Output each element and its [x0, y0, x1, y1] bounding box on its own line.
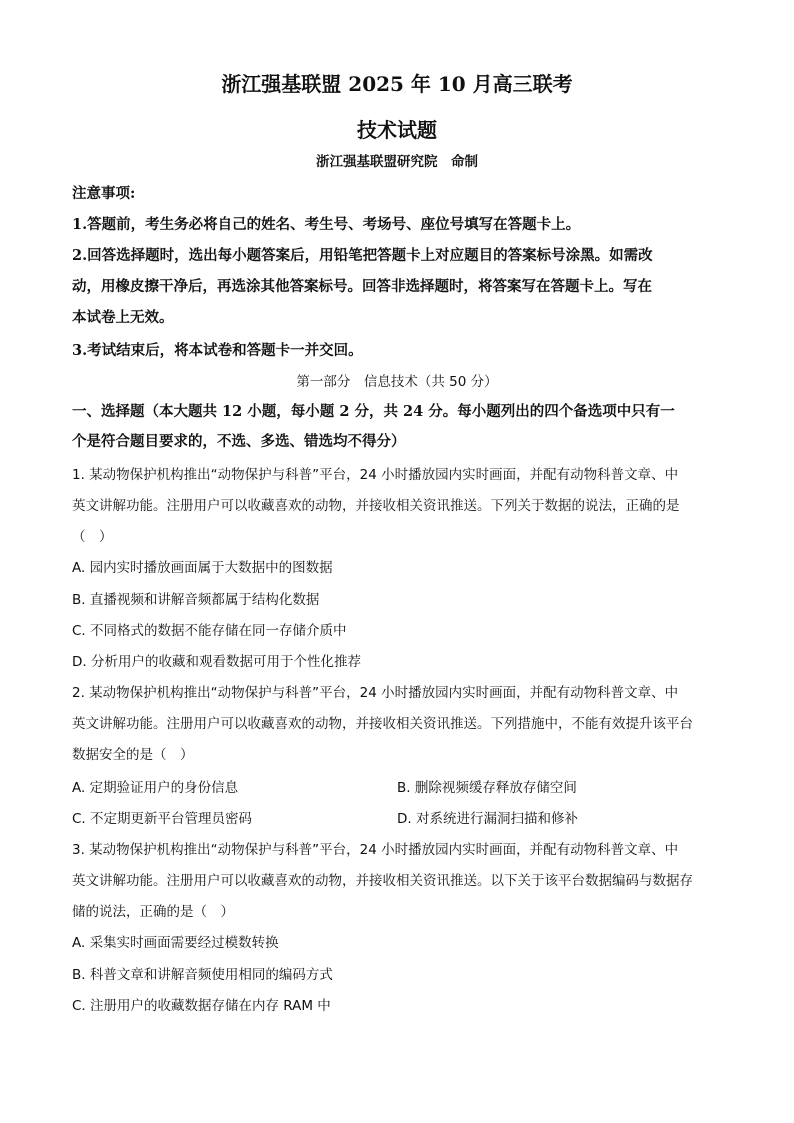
q3-stem-line-3: 储的说法，正确的是（ ） — [72, 904, 234, 920]
q2-option-a: A. 定期验证用户的身份信息 — [72, 780, 239, 796]
q2-stem-line-3: 数据安全的是（ ） — [72, 747, 194, 763]
q3-option-c: C. 注册用户的收藏数据存储在内存 RAM 中 — [72, 998, 331, 1014]
section-heading-line-1: 一、选择题（本大题共 12 小题，每小题 2 分，共 24 分。每小题列出的四个备选项中只有一 — [72, 403, 675, 420]
notes-line-2a: 2.回答选择题时，选出每小题答案后，用铅笔把答题卡上对应题目的答案标号涂黑。如需改 — [72, 247, 653, 264]
q3-stem-line-1: 3. 某动物保护机构推出“动物保护与科普”平台，24 小时播放园内实时画面，并配有动物科普文章、中 — [72, 842, 679, 858]
q1-option-a: A. 园内实时播放画面属于大数据中的图数据 — [72, 560, 333, 576]
part-heading: 第一部分 信息技术（共 50 分） — [296, 374, 498, 390]
q1-option-d: D. 分析用户的收藏和观看数据可用于个性化推荐 — [72, 654, 361, 670]
q1-stem-line-1: 1. 某动物保护机构推出“动物保护与科普”平台，24 小时播放园内实时画面，并配有动物科普文章、中 — [72, 467, 679, 483]
notes-line-1: 1.答题前，考生务必将自己的姓名、考生号、考场号、座位号填写在答题卡上。 — [72, 216, 581, 233]
exam-maker: 浙江强基联盟研究院 命制 — [316, 154, 478, 170]
q1-stem-line-3: （ ） — [72, 529, 113, 545]
notes-heading: 注意事项: — [72, 185, 136, 202]
q1-option-b: B. 直播视频和讲解音频都属于结构化数据 — [72, 592, 320, 608]
q3-option-a: A. 采集实时画面需要经过模数转换 — [72, 935, 279, 951]
notes-line-3: 3.考试结束后，将本试卷和答题卡一并交回。 — [72, 342, 363, 359]
q2-stem-line-2: 英文讲解功能。注册用户可以收藏喜欢的动物，并接收相关资讯推送。下列措施中，不能有效提升该平台 — [72, 716, 693, 732]
q2-option-d: D. 对系统进行漏洞扫描和修补 — [397, 811, 578, 827]
section-heading-line-2: 个是符合题目要求的，不选、多选、错选均不得分） — [72, 433, 406, 450]
notes-line-2b: 动，用橡皮擦干净后，再选涂其他答案标号。回答非选择题时，将答案写在答题卡上。写在 — [72, 278, 652, 295]
q1-option-c: C. 不同格式的数据不能存储在同一存储介质中 — [72, 623, 347, 639]
exam-subtitle: 技术试题 — [357, 118, 437, 142]
q2-option-b: B. 删除视频缓存释放存储空间 — [397, 780, 577, 796]
q1-stem-line-2: 英文讲解功能。注册用户可以收藏喜欢的动物，并接收相关资讯推送。下列关于数据的说法，正确的是 — [72, 498, 680, 514]
q2-option-c: C. 不定期更新平台管理员密码 — [72, 811, 253, 827]
exam-title: 浙江强基联盟 2025 年 10 月高三联考 — [221, 72, 573, 96]
notes-line-2c: 本试卷上无效。 — [72, 309, 174, 326]
q2-stem-line-1: 2. 某动物保护机构推出“动物保护与科普”平台，24 小时播放园内实时画面，并配有动物科普文章、中 — [72, 685, 679, 701]
q3-stem-line-2: 英文讲解功能。注册用户可以收藏喜欢的动物，并接收相关资讯推送。以下关于该平台数据编码与数据存 — [72, 873, 693, 889]
q3-option-b: B. 科普文章和讲解音频使用相同的编码方式 — [72, 967, 333, 983]
